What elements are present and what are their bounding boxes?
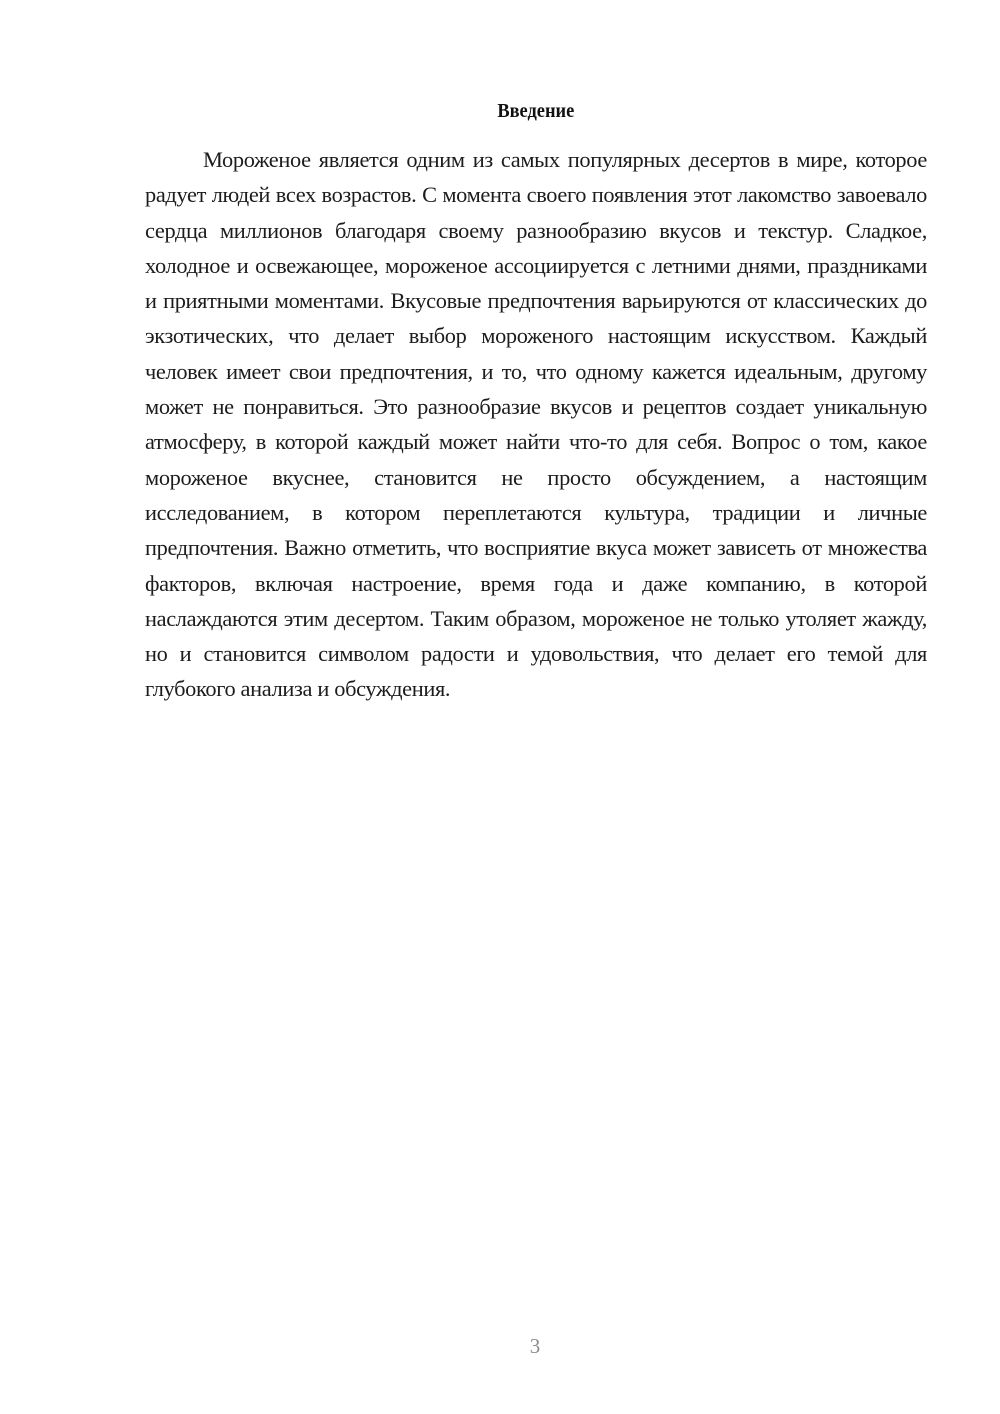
- section-heading: [145, 98, 927, 124]
- intro-paragraph: Мороженое является одним из самых популярных десертов в мире, которое радует людей всех возрастов. С момента своего появления этот лакомство завоевало сердца миллионов благодаря своему разнообразию вкусов и текстур. Сладкое, холодное и освежающее, мороженое ассоциируется с летними днями, праздниками и приятными моментами. Вкусовые предпочтения варьируются от классических до экзотических, что делает выбор мороженого настоящим искусством. Каждый человек имеет свои предпочтения, и то, что одному кажется идеальным, другому может не понравиться. Это разнообразие вкусов и рецептов создает уникальную атмосферу, в которой каждый может найти что-то для себя. Вопрос о том, какое мороженое вкуснее, становится не просто обсуждением, а настоящим исследованием, в котором переплетаются культура, традиции и личные предпочтения. Важно отметить, что восприятие вкуса может зависеть от множества факторов, включая настроение, время года и даже компанию, в которой наслаждаются этим десертом. Таким образом, мороженое не только утоляет жажду, но и становится символом радости и удовольствия, что делает его темой для глубокого анализа и обсуждения.: [145, 147, 927, 702]
- section-heading-text: Введение: [497, 100, 575, 122]
- page-number: 3: [529, 1334, 541, 1358]
